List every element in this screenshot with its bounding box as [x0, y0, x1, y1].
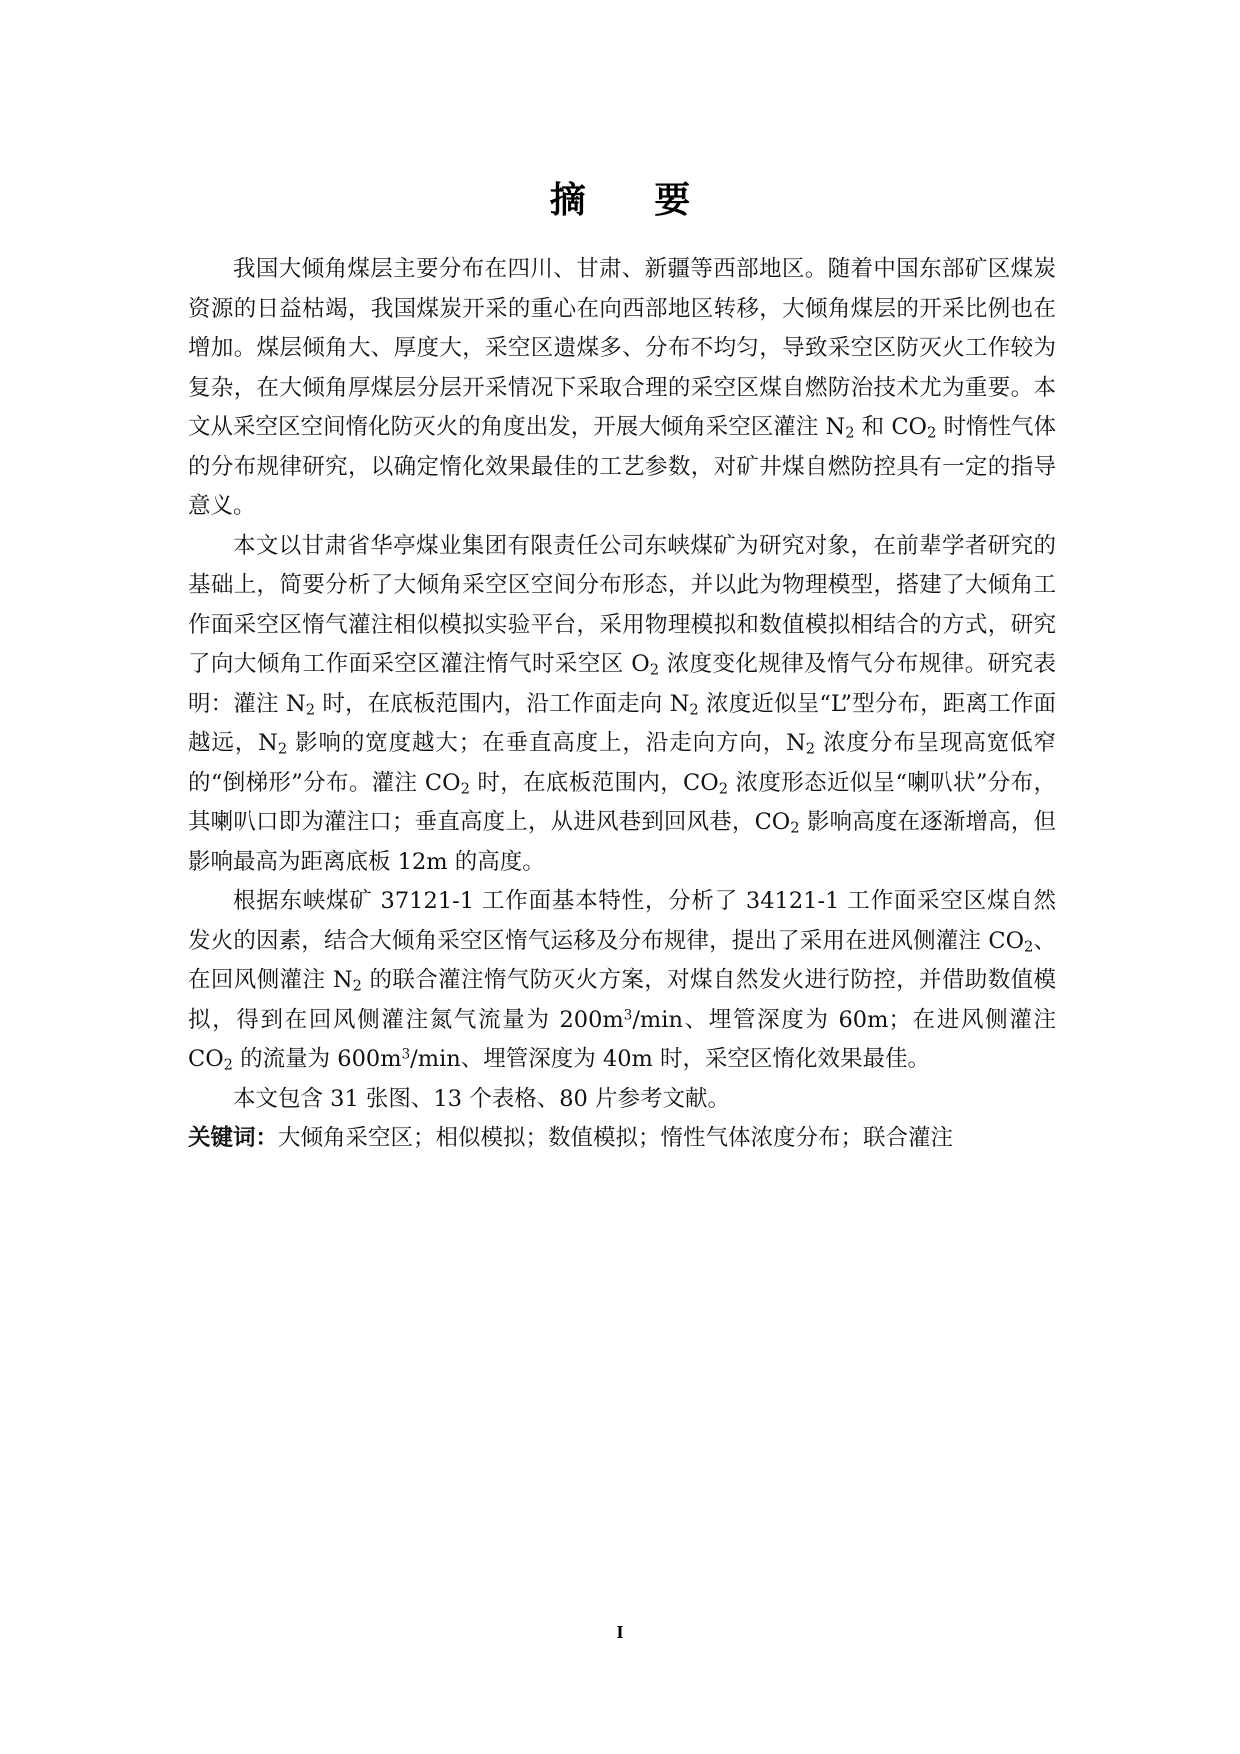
page-title: 摘 要	[549, 180, 719, 221]
subscript: 2	[1024, 938, 1034, 956]
subscript: 2	[223, 1056, 233, 1074]
keywords-label: 关键词：	[188, 1125, 279, 1151]
subscript: 2	[649, 661, 660, 679]
keywords-line	[188, 1119, 1056, 1159]
subscript: 2	[689, 701, 699, 719]
abstract-paragraph-1: 我国大倾角煤层主要分布在四川、甘肃、新疆等西部地区。随着中国东部矿区煤炭资源的日益枯竭，我国煤炭开采的重心在向西部地区转移，大倾角煤层的开采比例也在增加。煤层倾角大、厚度大，采空区遗煤多、分布不均匀，导致采空区防灭火工作较为复杂，在大倾角厚煤层分层开采情况下采取合理的采空区煤自燃防治技术尤为重要。本文从采空区空间惰化防灭火的角度出发，开展大倾角采空区灌注 $N_2$ 和 $CO_2$ 时惰性气体的分布规律研究，以确定惰化效果最佳的工艺参数，对矿井煤自燃防控具有一定的指导意义。	[188, 256, 1057, 519]
abstract-body	[188, 250, 1056, 1159]
superscript: 3	[623, 1007, 633, 1024]
subscript: 2	[460, 780, 470, 798]
keywords-text: 大倾角采空区；相似模拟；数值模拟；惰性气体浓度分布；联合灌注	[278, 1125, 954, 1151]
page-number: I	[616, 1622, 624, 1642]
subscript: 2	[790, 819, 800, 837]
abstract-paragraph-4: 本文包含 31 张图、13 个表格、80 片参考文献。	[233, 1085, 731, 1112]
subscript: 2	[845, 424, 855, 442]
superscript: 3	[401, 1046, 411, 1063]
abstract-paragraph-2: 本文以甘肃省华亭煤业集团有限责任公司东峡煤矿为研究对象，在前辈学者研究的基础上，简要分析了大倾角采空区空间分布形态，并以此为物理模型，搭建了大倾角工作面采空区惰气灌注相似模拟实验平台，采用物理模拟和数值模拟相结合的方式，研究了向大倾角工作面采空区灌注惰气时采空区 $O_2$ 浓度变化规律及惰气分布规律。研究表明：灌注 $N_2$ 时，在底板范围内，沿工作面走向 $N_2$ 浓度近似呈“L”型分布，距离工作面越远，$N_2$ 影响的宽度越大；在垂直高度上，沿走向方向，$N_2$ 浓度分布呈现高宽低窄的“倒梯形”分布。灌注 $CO_2$ 时，在底板范围内，$CO_2$ 浓度形态近似呈“喇叭状”分布，其喇叭口即为灌注口；垂直高度上，从进风巷到回风巷，$CO_2$ 影响高度在逐渐增高，但影响最高为距离底板 12m 的高度。	[188, 532, 1056, 875]
subscript: 2	[927, 424, 937, 442]
subscript: 2	[352, 977, 362, 995]
abstract-paragraph-3: 根据东峡煤矿 37121-1 工作面基本特性，分析了 34121-1 工作面采空区煤自然发火的因素，结合大倾角采空区惰气运移及分布规律，提出了采用在进风侧灌注 $CO_2$、在回风侧灌注 $N_2$ 的联合灌注惰气防灭火方案，对煤自然发火进行防控，并借助数值模拟，得到在回风侧灌注氮气流量为 $200m^3/\min$、埋管深度为 60m；在进风侧灌注 $CO_2$ 的流量为 $600m^3/\min$、埋管深度为 40m 时，采空区惰化效果最佳。	[188, 888, 1056, 1074]
subscript: 2	[277, 740, 288, 758]
subscript: 2	[718, 780, 729, 798]
subscript: 2	[805, 740, 816, 758]
subscript: 2	[305, 701, 315, 719]
